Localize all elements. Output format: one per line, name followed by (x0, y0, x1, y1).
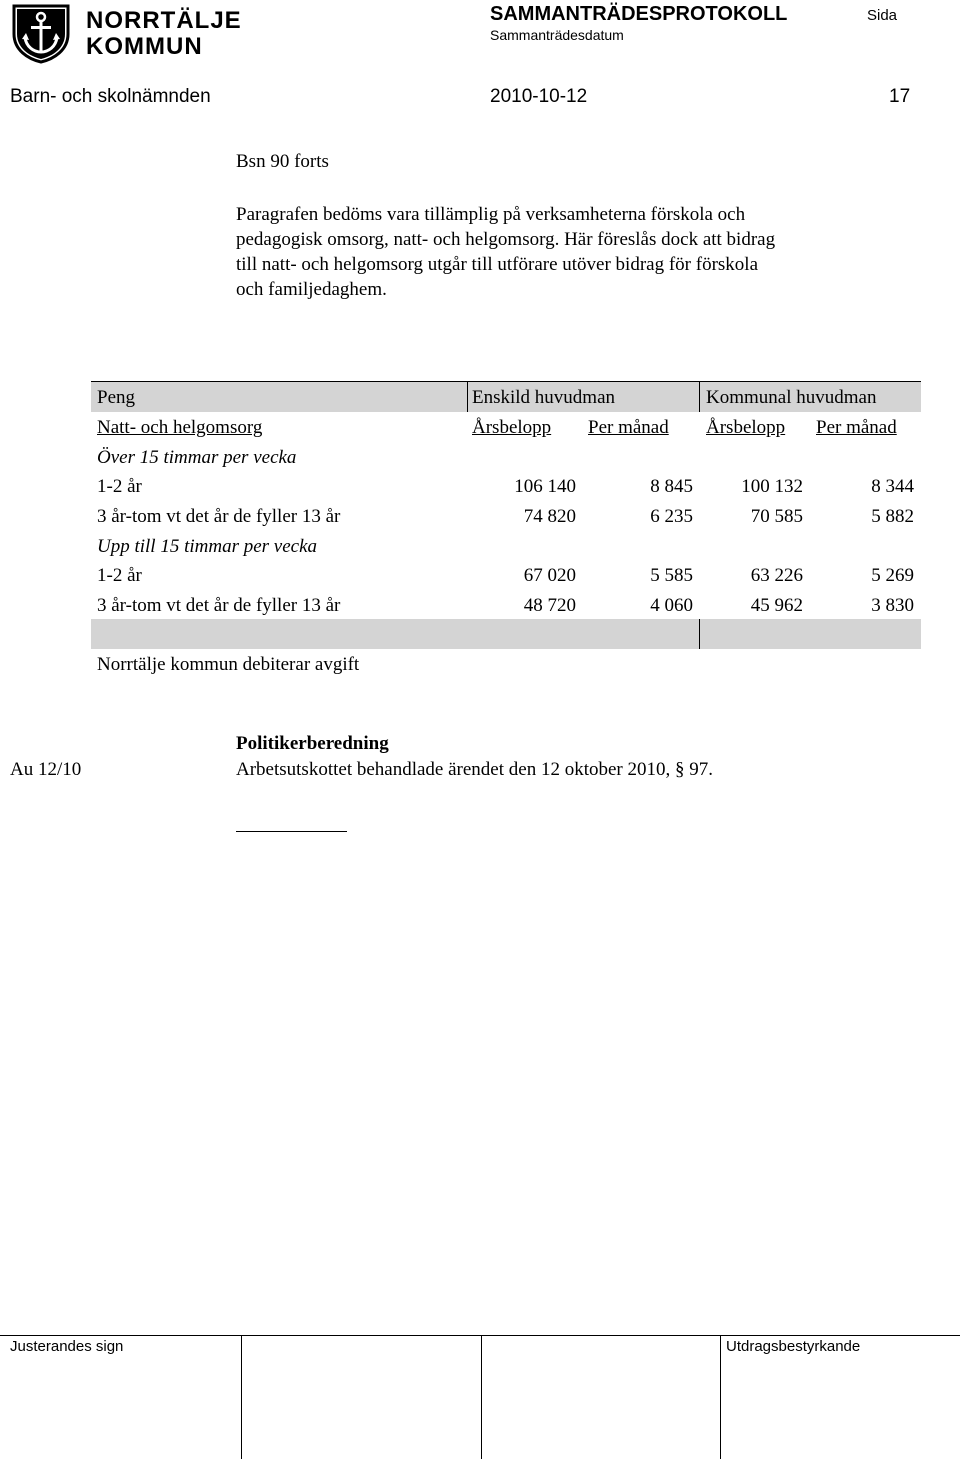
table-cell: 63 226 (750, 565, 803, 586)
voucher-rate-table (91, 381, 921, 649)
preparation-text: Arbetsutskottet behandlade ärendet den 12 oktober 2010, § 97. (236, 759, 713, 780)
table-cell: 45 962 (750, 595, 803, 616)
table-cell: 48 720 (523, 595, 576, 616)
table-cell: 74 820 (523, 506, 576, 527)
paragraph-line-4: och familjedaghem. (236, 279, 387, 300)
footer-divider-3 (720, 1335, 721, 1459)
section-reference: Bsn 90 forts (236, 151, 329, 172)
table-cell: 8 344 (871, 476, 914, 497)
table-row-label: Över 15 timmar per vecka (97, 447, 297, 468)
footer-divider-2 (481, 1335, 482, 1459)
paragraph-line-2: pedagogisk omsorg, natt- och helgomsorg. Här föreslås dock att bidrag (236, 229, 776, 250)
table-cell: 8 845 (650, 476, 693, 497)
col-divider-bottom (699, 619, 700, 649)
table-row-label: 1-2 år (97, 565, 142, 586)
municipality-name-line2: KOMMUN (86, 33, 203, 60)
page-number: 17 (889, 86, 911, 107)
utdragsbestyrkande-label: Utdragsbestyrkande (726, 1338, 861, 1355)
table-cell: 100 132 (741, 476, 803, 497)
preparation-heading: Politikerberedning (236, 733, 389, 754)
col-group-label: Peng (97, 387, 135, 408)
table-cell: 5 585 (650, 565, 693, 586)
table-footnote: Norrtälje kommun debiterar avgift (97, 654, 360, 675)
table-cell: 5 882 (871, 506, 914, 527)
subheader-municipal-monthly: Per månad (816, 417, 897, 438)
subheader-label: Natt- och helgomsorg (97, 417, 263, 438)
group-municipal-header: Kommunal huvudman (706, 387, 877, 408)
subheader-private-monthly: Per månad (588, 417, 669, 438)
page-label: Sida (867, 7, 898, 24)
table-row-label: Upp till 15 timmar per vecka (97, 536, 318, 557)
paragraph-line-3: till natt- och helgomsorg utgår till utförare utöver bidrag för förskola (236, 254, 759, 275)
table-row-label: 3 år-tom vt det år de fyller 13 år (97, 506, 341, 527)
meeting-date: 2010-10-12 (490, 86, 588, 107)
table-row-label: 3 år-tom vt det år de fyller 13 år (97, 595, 341, 616)
municipality-name-line1: NORRTÄLJE (86, 7, 242, 34)
subheader-private-yearly: Årsbelopp (472, 417, 552, 438)
group-private-header: Enskild huvudman (472, 387, 616, 408)
preparation-reference: Au 12/10 (10, 759, 82, 780)
municipality-logo (12, 4, 70, 64)
table-row-label: 1-2 år (97, 476, 142, 497)
footer-divider-1 (241, 1335, 242, 1459)
table-cell: 70 585 (750, 506, 803, 527)
table-cell: 6 235 (650, 506, 693, 527)
table-cell: 67 020 (523, 565, 576, 586)
table-cell: 106 140 (514, 476, 576, 497)
table-cell: 5 269 (871, 565, 914, 586)
col-divider-top-1 (467, 381, 468, 412)
closing-rule (236, 831, 347, 832)
table-cell: 3 830 (871, 595, 914, 616)
meeting-date-label: Sammanträdesdatum (490, 27, 624, 43)
table-bottom-shade (91, 619, 921, 649)
table-top-rule (91, 381, 921, 382)
board-name: Barn- och skolnämnden (10, 86, 211, 107)
paragraph-line-1: Paragrafen bedöms vara tillämplig på verksamheterna förskola och (236, 204, 746, 225)
document-title: SAMMANTRÄDESPROTOKOLL (490, 3, 788, 25)
footer-rule (0, 1335, 960, 1336)
subheader-municipal-yearly: Årsbelopp (706, 417, 786, 438)
anchor-shield-icon (12, 4, 70, 64)
table-cell: 4 060 (650, 595, 693, 616)
col-divider-top-2 (699, 381, 700, 412)
justerandes-sign-label: Justerandes sign (10, 1338, 124, 1355)
